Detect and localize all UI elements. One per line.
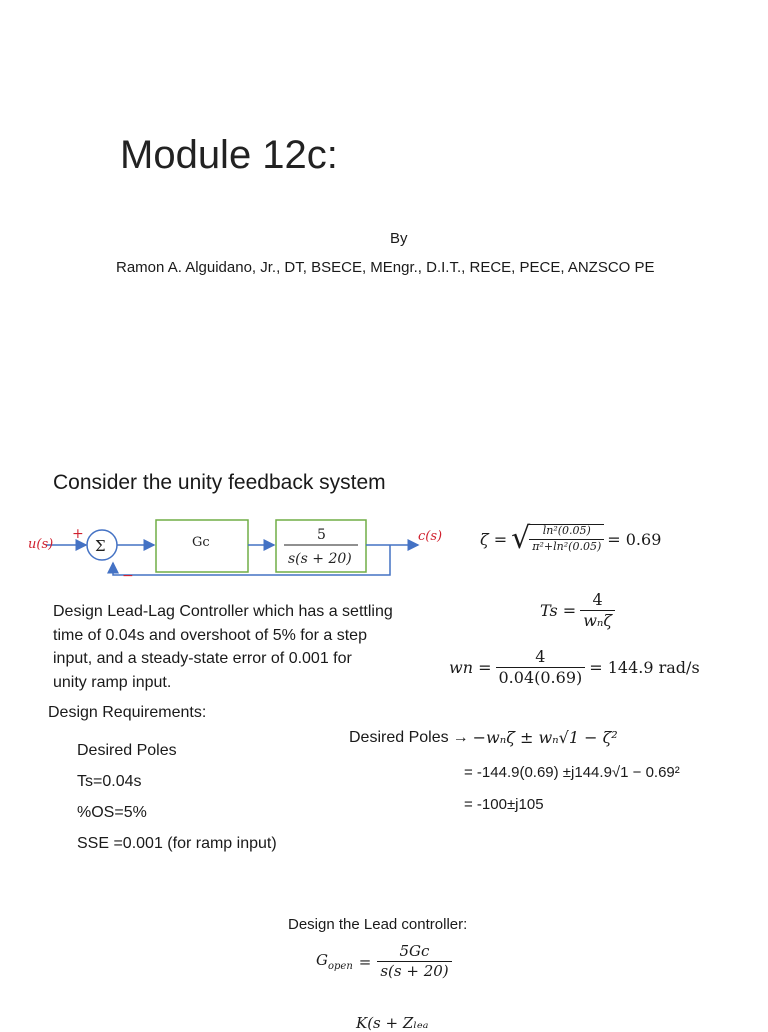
wn-result: = 144.9 rad/s [589, 658, 700, 678]
problem-line: input, and a steady-state error of 0.001 for [53, 650, 352, 667]
right-arrow-icon: → [452, 728, 469, 746]
zeta-denominator: π²+ln²(0.05) [532, 540, 602, 553]
summing-symbol: Σ [95, 537, 106, 555]
problem-line: unity ramp input. [53, 673, 172, 691]
sqrt-sign: √ [511, 521, 531, 556]
block-diagram [26, 512, 446, 592]
requirements-heading: Design Requirements: [48, 704, 207, 721]
ts-lhs: Ts = [540, 601, 577, 621]
lead-heading: Design the Lead controller: [288, 916, 468, 933]
author-line: Ramon A. Alguidano, Jr., DT, BSECE, MEngr., D.I.T., RECE, PECE, ANZSCO PE [116, 259, 655, 276]
by-label: By [390, 230, 408, 247]
requirements-list [77, 735, 277, 859]
zeta-result: = 0.69 [607, 529, 662, 549]
desired-poles-expression: −wₙζ ± wₙ√1 − ζ² [472, 728, 618, 747]
desired-poles-line2: = -144.9(0.69) ±j144.9√1 − 0.69² [464, 764, 680, 781]
wn-lhs: wn = [449, 658, 492, 678]
ts-fraction [580, 591, 615, 631]
g-open-denominator: s(s + 20) [380, 962, 449, 981]
output-label: c(s) [418, 529, 443, 544]
ts-equation [540, 591, 615, 631]
g-open-equals: = [358, 952, 372, 971]
plus-sign: + [72, 526, 84, 542]
wn-denominator: 0.04(0.69) [498, 668, 583, 688]
wn-equation [449, 648, 700, 688]
wn-numerator: 4 [496, 648, 586, 668]
ts-numerator: 4 [580, 591, 615, 611]
module-title: Module 12c: [120, 133, 338, 177]
g-open-lhs: $G_{open}$ [316, 951, 353, 973]
controller-label: Gc [192, 535, 210, 550]
ts-denominator: wₙζ [583, 611, 613, 631]
requirement-item: Ts=0.04s [77, 773, 142, 790]
section-heading: Consider the unity feedback system [53, 471, 386, 494]
problem-line: Design Lead-Lag Controller which has a settling [53, 603, 393, 620]
zeta-numerator: ln²(0.05) [529, 525, 604, 540]
wn-fraction [496, 648, 586, 688]
zeta-lhs: ζ = [480, 529, 508, 549]
zeta-equation [480, 521, 662, 556]
desired-poles-line [349, 728, 618, 747]
cut-off-equation: K(s + Zₗₑₐ [356, 1014, 429, 1032]
g-open-numerator: 5Gc [377, 943, 451, 962]
zeta-fraction [529, 524, 604, 553]
requirement-item: %OS=5% [77, 804, 147, 821]
input-label: u(s) [28, 537, 54, 552]
requirement-item: SSE =0.001 (for ramp input) [77, 835, 277, 852]
desired-poles-label: Desired Poles [349, 728, 449, 746]
g-open-fraction [377, 943, 451, 981]
problem-line: time of 0.04s and overshoot of 5% for a step [53, 626, 367, 644]
plant-denominator: s(s + 20) [288, 551, 352, 567]
minus-sign: − [122, 568, 134, 584]
g-open-equation [316, 943, 452, 981]
plant-numerator: 5 [317, 527, 326, 543]
problem-statement [53, 600, 393, 694]
desired-poles-line3: = -100±j105 [464, 796, 544, 813]
requirement-item: Desired Poles [77, 742, 177, 759]
